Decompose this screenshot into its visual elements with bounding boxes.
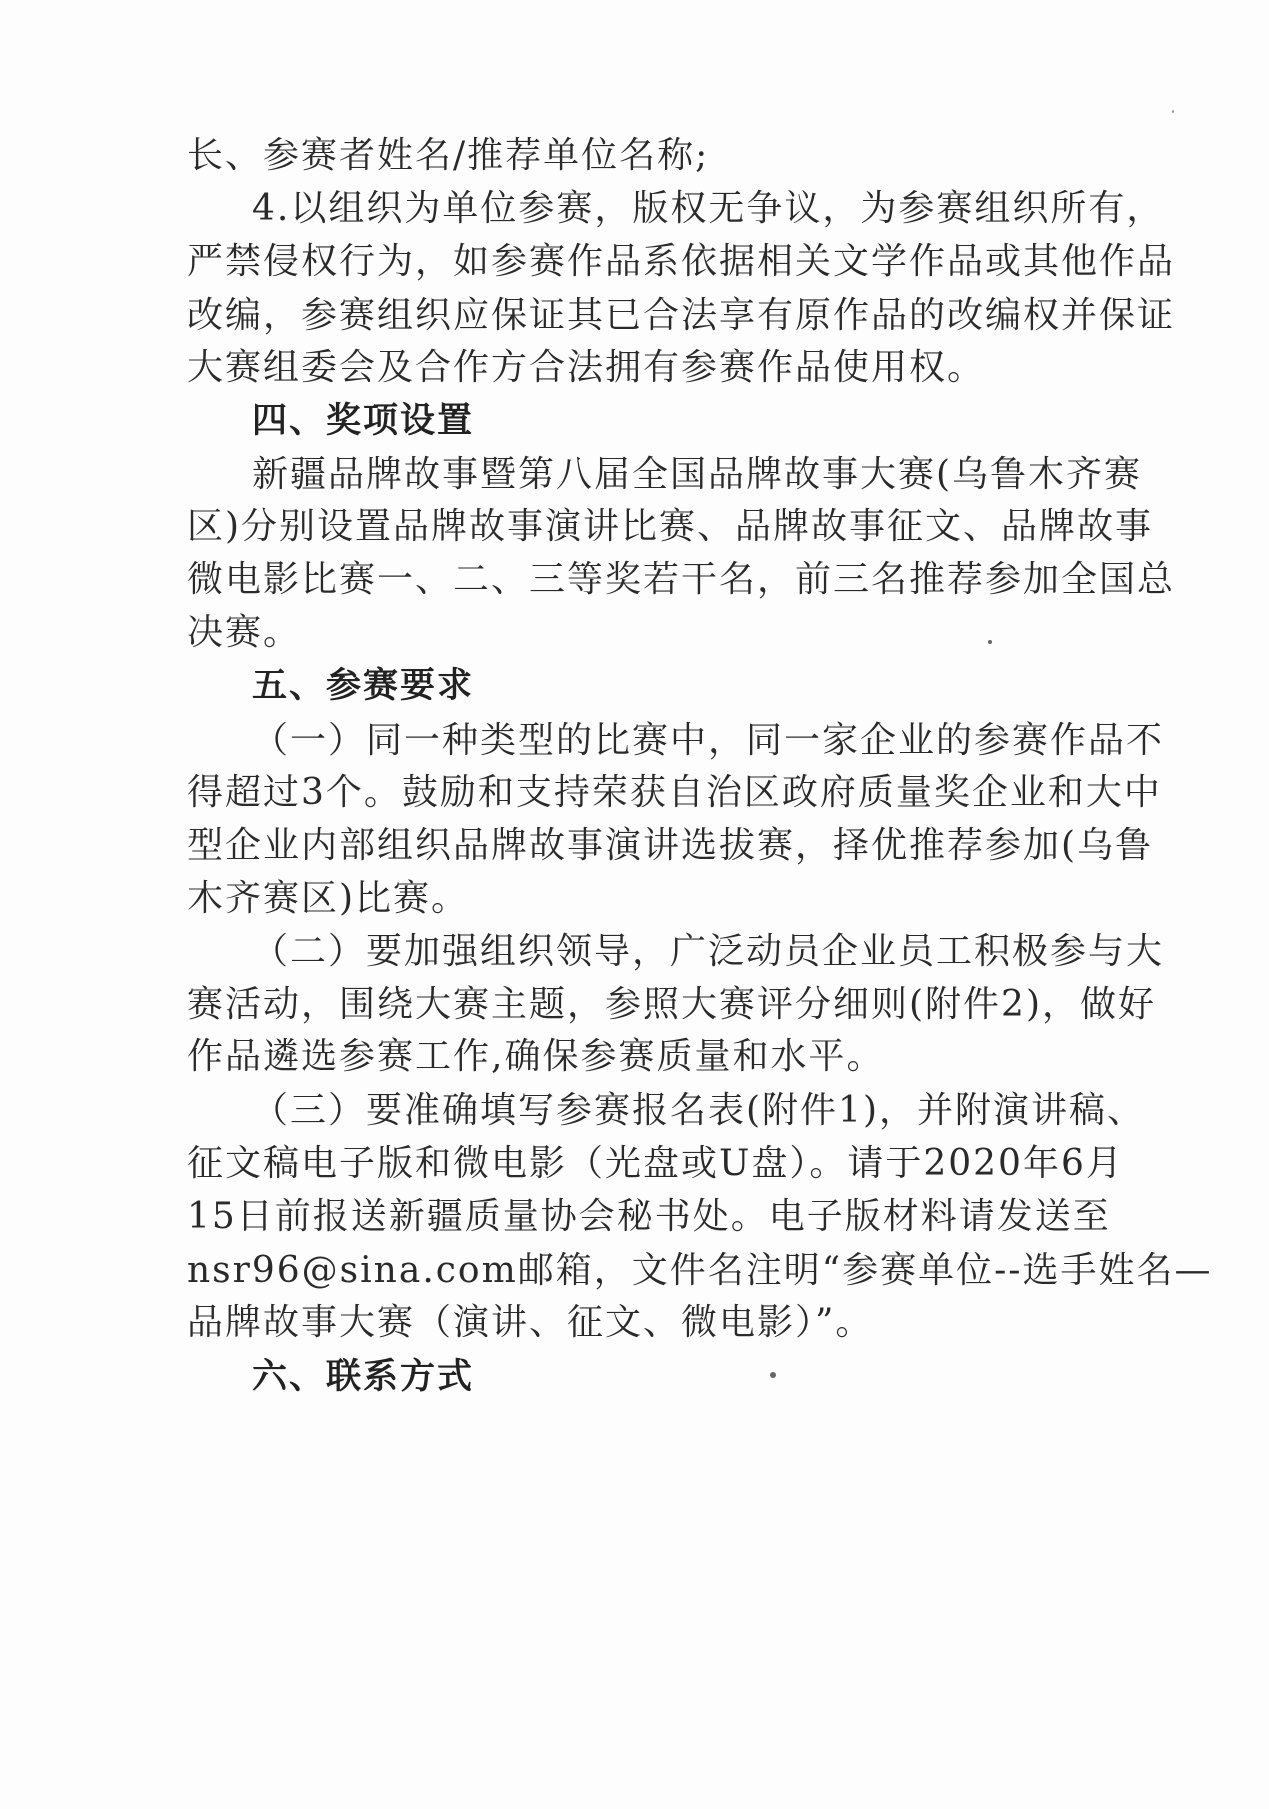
scan-speck	[1172, 110, 1174, 113]
text-line: （一）同一种类型的比赛中，同一家企业的参赛作品不	[252, 720, 1165, 761]
text-line: 赛活动，围绕大赛主题，参照大赛评分细则(附件2)，做好	[187, 984, 1156, 1025]
text-line: 改编，参赛组织应保证其已合法享有原作品的改编权并保证	[187, 295, 1176, 336]
text-line: 微电影比赛一、二、三等奖若干名，前三名推荐参加全国总	[187, 559, 1176, 600]
text-line: 新疆品牌故事暨第八届全国品牌故事大赛(乌鲁木齐赛	[252, 454, 1143, 495]
text-line: （三）要准确填写参赛报名表(附件1)，并附演讲稿、	[252, 1090, 1145, 1131]
text-line: 作品遴选参赛工作,确保参赛质量和水平。	[187, 1036, 885, 1077]
text-line: 征文稿电子版和微电影（光盘或U盘）。请于2020年6月	[187, 1143, 1124, 1184]
text-line: 大赛组委会及合作方合法拥有参赛作品使用权。	[187, 347, 986, 388]
section-heading-contact: 六、联系方式	[252, 1357, 475, 1397]
scan-speck	[770, 1372, 776, 1378]
text-line: 4.以组织为单位参赛，版权无争议，为参赛组织所有，	[252, 188, 1165, 229]
text-line: 15日前报送新疆质量协会秘书处。电子版材料请发送至	[187, 1196, 1111, 1237]
text-line: 型企业内部组织品牌故事演讲选拔赛，择优推荐参加(乌鲁	[187, 825, 1154, 866]
scan-speck	[988, 640, 992, 644]
text-line: 长、参赛者姓名/推荐单位名称;	[187, 135, 710, 176]
text-line: 木齐赛区)比赛。	[187, 878, 470, 919]
text-line: （二）要加强组织领导，广泛动员企业员工积极参与大	[252, 931, 1165, 972]
section-heading-awards: 四、奖项设置	[252, 401, 475, 441]
text-line: 严禁侵权行为，如参赛作品系依据相关文学作品或其他作品	[187, 241, 1176, 282]
text-line: 得超过3个。鼓励和支持荣获自治区政府质量奖企业和大中	[187, 772, 1162, 813]
text-line: 决赛。	[187, 612, 302, 653]
text-line: nsr96@sina.com邮箱，文件名注明“参赛单位--选手姓名—	[187, 1250, 1213, 1291]
text-line: 品牌故事大赛（演讲、征文、微电影）”。	[187, 1302, 874, 1343]
section-heading-requirements: 五、参赛要求	[252, 666, 475, 706]
text-line: 区)分别设置品牌故事演讲比赛、品牌故事征文、品牌故事	[187, 506, 1154, 547]
